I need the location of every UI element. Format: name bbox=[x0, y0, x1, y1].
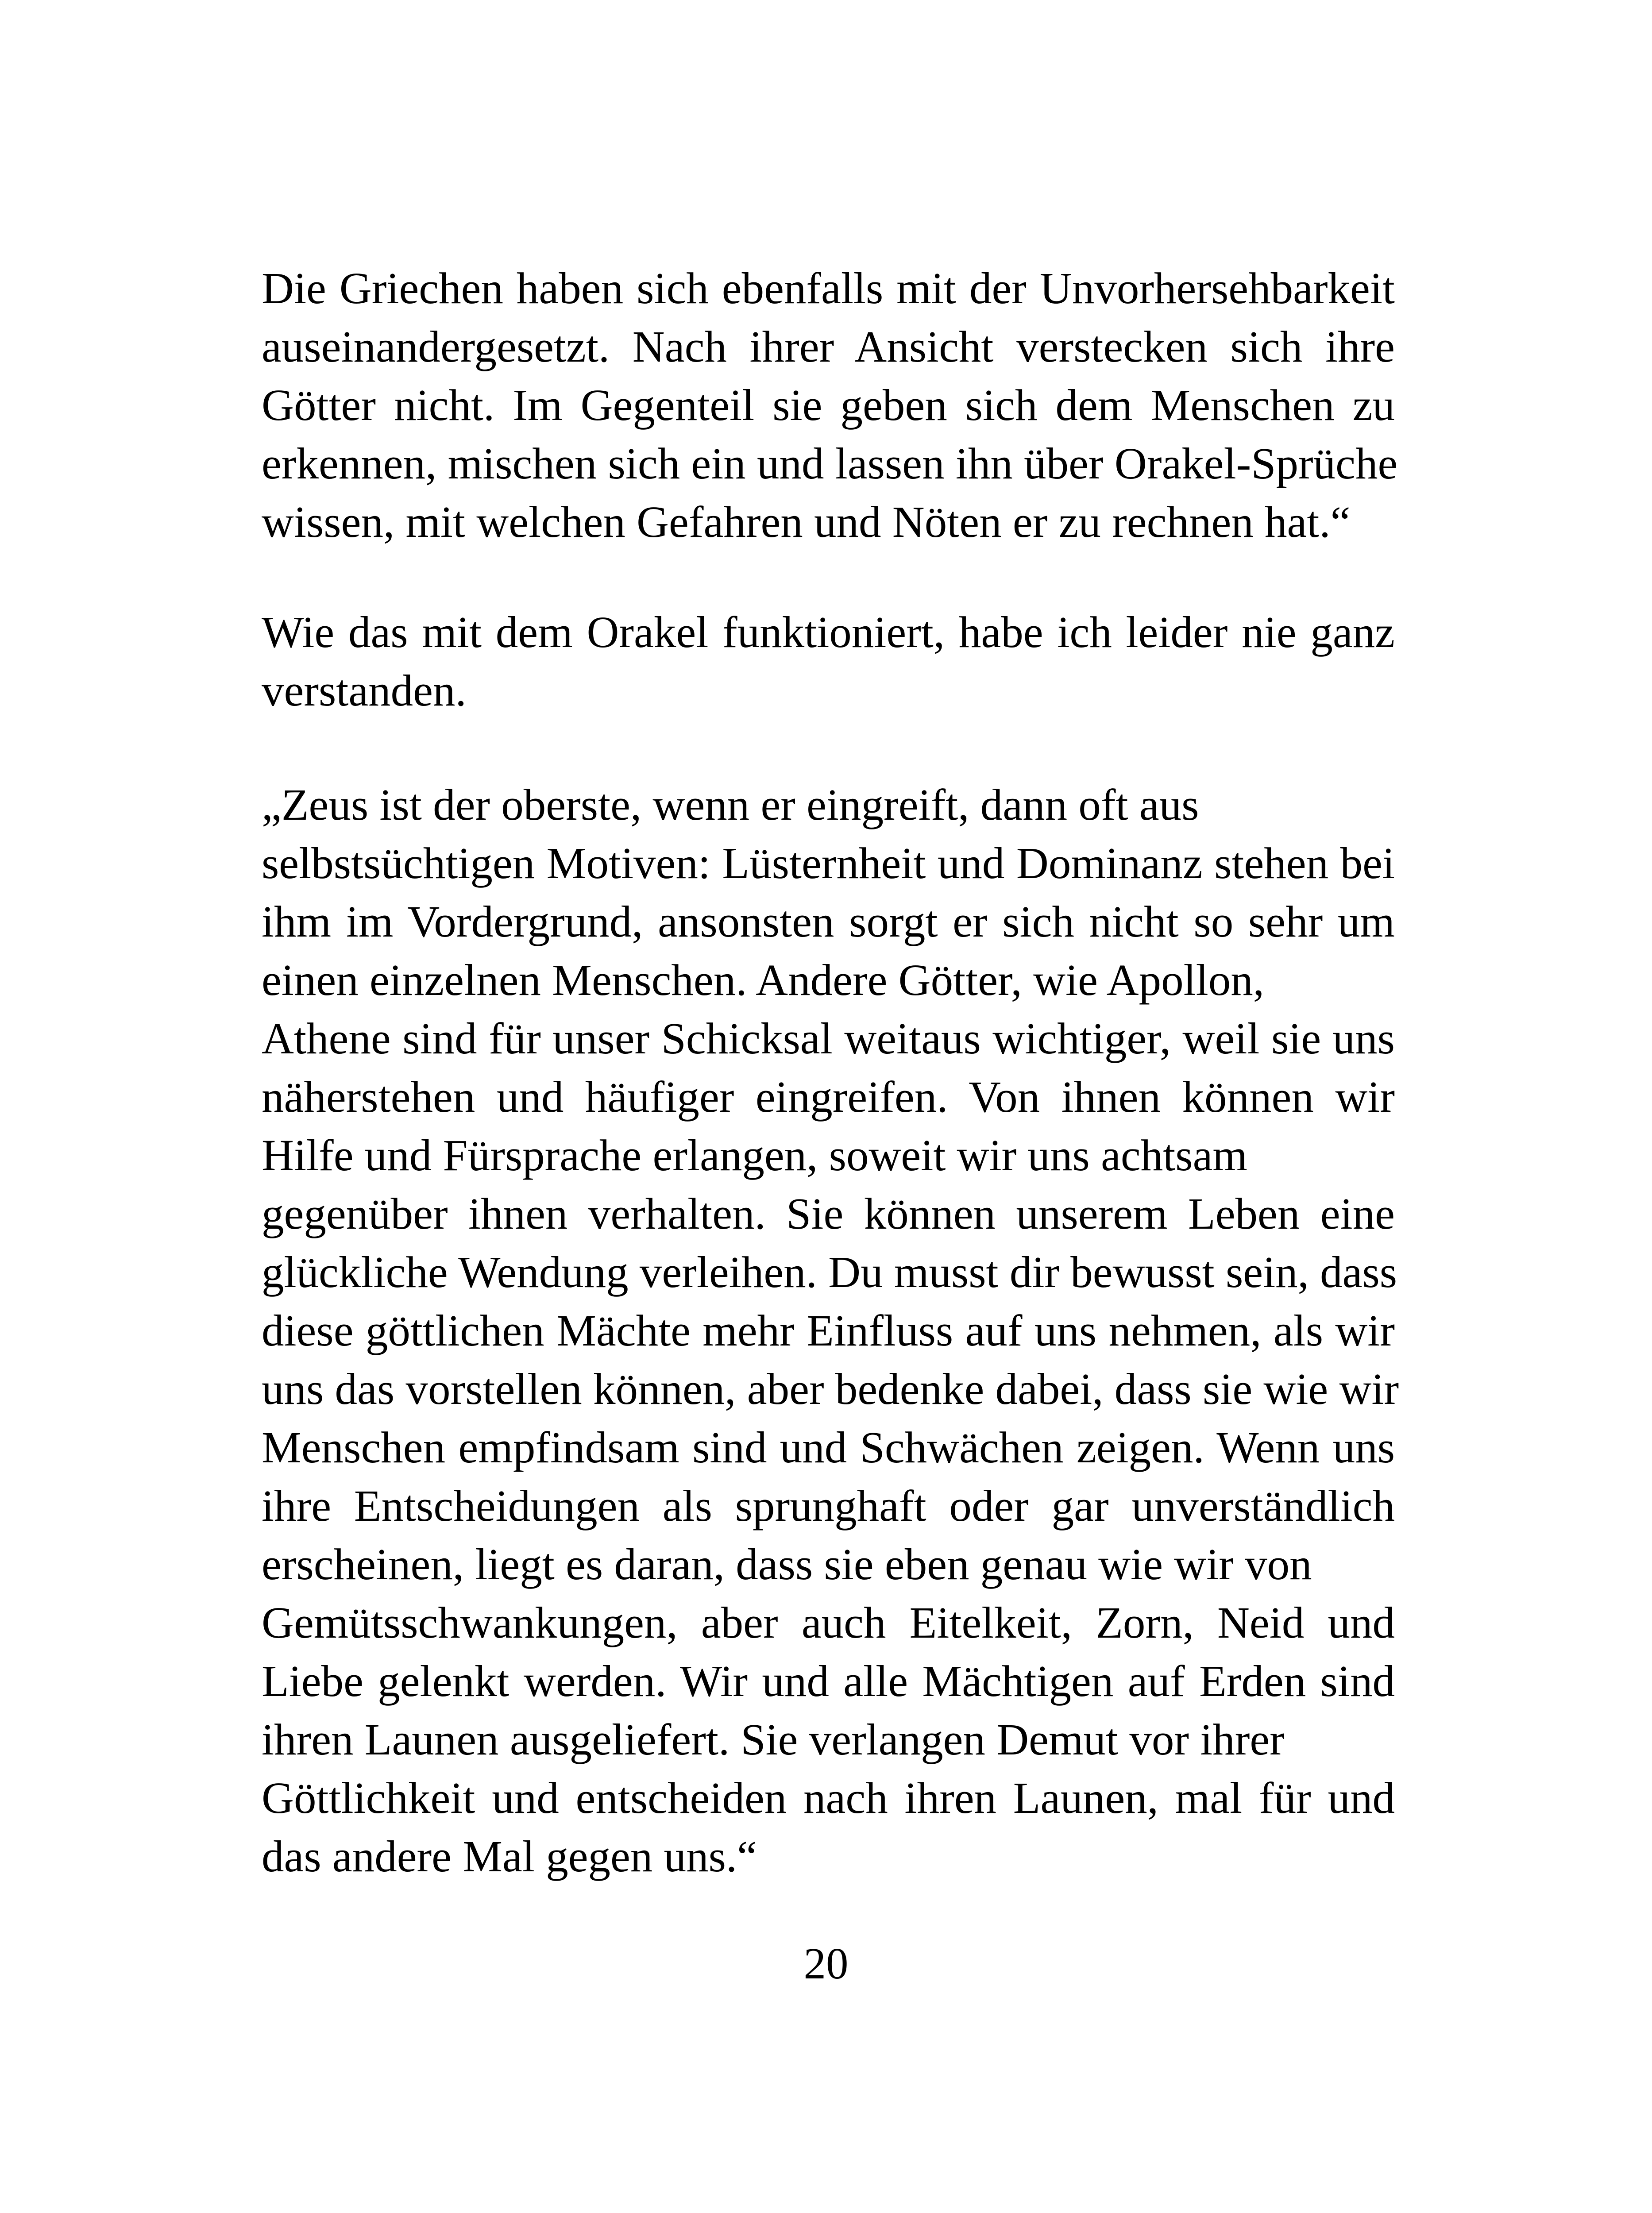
text-line: „Zeus ist der oberste, wenn er eingreift, dann oft aus bbox=[262, 780, 1199, 829]
text-line: Athene sind für unser Schicksal weitaus wichtiger, weil sie uns bbox=[262, 1014, 1395, 1063]
text-line: ihren Launen ausgeliefert. Sie verlangen Demut vor ihrer bbox=[262, 1715, 1285, 1764]
text-line: selbstsüchtigen Motiven: Lüsternheit und Dominanz stehen bei bbox=[262, 838, 1395, 888]
text-line: Die Griechen haben sich ebenfalls mit der Unvorhersehbarkeit bbox=[262, 263, 1395, 313]
text-line: Götter nicht. Im Gegenteil sie geben sich dem Menschen zu bbox=[262, 380, 1395, 430]
text-line: erscheinen, liegt es daran, dass sie eben genau wie wir von bbox=[262, 1539, 1312, 1589]
text-line: einen einzelnen Menschen. Andere Götter, wie Apollon, bbox=[262, 955, 1264, 1005]
paragraph-1 bbox=[262, 259, 1398, 551]
text-line: uns das vorstellen können, aber bedenke dabei, dass sie wie wir bbox=[262, 1364, 1399, 1414]
page-number: 20 bbox=[803, 1939, 849, 1988]
text-line: Menschen empfindsam sind und Schwächen zeigen. Wenn uns bbox=[262, 1423, 1395, 1472]
text-line: auseinandergesetzt. Nach ihrer Ansicht verstecken sich ihre bbox=[262, 322, 1395, 371]
text-line: glückliche Wendung verleihen. Du musst dir bewusst sein, dass bbox=[262, 1247, 1397, 1297]
text-line: Hilfe und Fürsprache erlangen, soweit wir uns achtsam bbox=[262, 1130, 1247, 1180]
text-line: Wie das mit dem Orakel funktioniert, habe ich leider nie ganz bbox=[262, 607, 1395, 657]
text-line: gegenüber ihnen verhalten. Sie können unserem Leben eine bbox=[262, 1189, 1395, 1238]
paragraph-3 bbox=[262, 775, 1399, 1885]
text-line: wissen, mit welchen Gefahren und Nöten er zu rechnen hat.“ bbox=[262, 497, 1351, 547]
text-line: Gemütsschwankungen, aber auch Eitelkeit, Zorn, Neid und bbox=[262, 1598, 1395, 1647]
text-line: näherstehen und häufiger eingreifen. Von ihnen können wir bbox=[262, 1072, 1395, 1122]
text-line: diese göttlichen Mächte mehr Einfluss auf uns nehmen, als wir bbox=[262, 1306, 1395, 1355]
paragraph-2 bbox=[262, 603, 1395, 720]
text-line: ihm im Vordergrund, ansonsten sorgt er sich nicht so sehr um bbox=[262, 897, 1395, 946]
text-line: Göttlichkeit und entscheiden nach ihren Launen, mal für und bbox=[262, 1773, 1395, 1823]
text-line: Liebe gelenkt werden. Wir und alle Mächtigen auf Erden sind bbox=[262, 1656, 1395, 1706]
text-line: ihre Entscheidungen als sprunghaft oder gar unverständlich bbox=[262, 1481, 1395, 1531]
text-line: das andere Mal gegen uns.“ bbox=[262, 1831, 757, 1881]
text-line: verstanden. bbox=[262, 666, 467, 715]
text-line: erkennen, mischen sich ein und lassen ihn über Orakel-Sprüche bbox=[262, 439, 1398, 488]
